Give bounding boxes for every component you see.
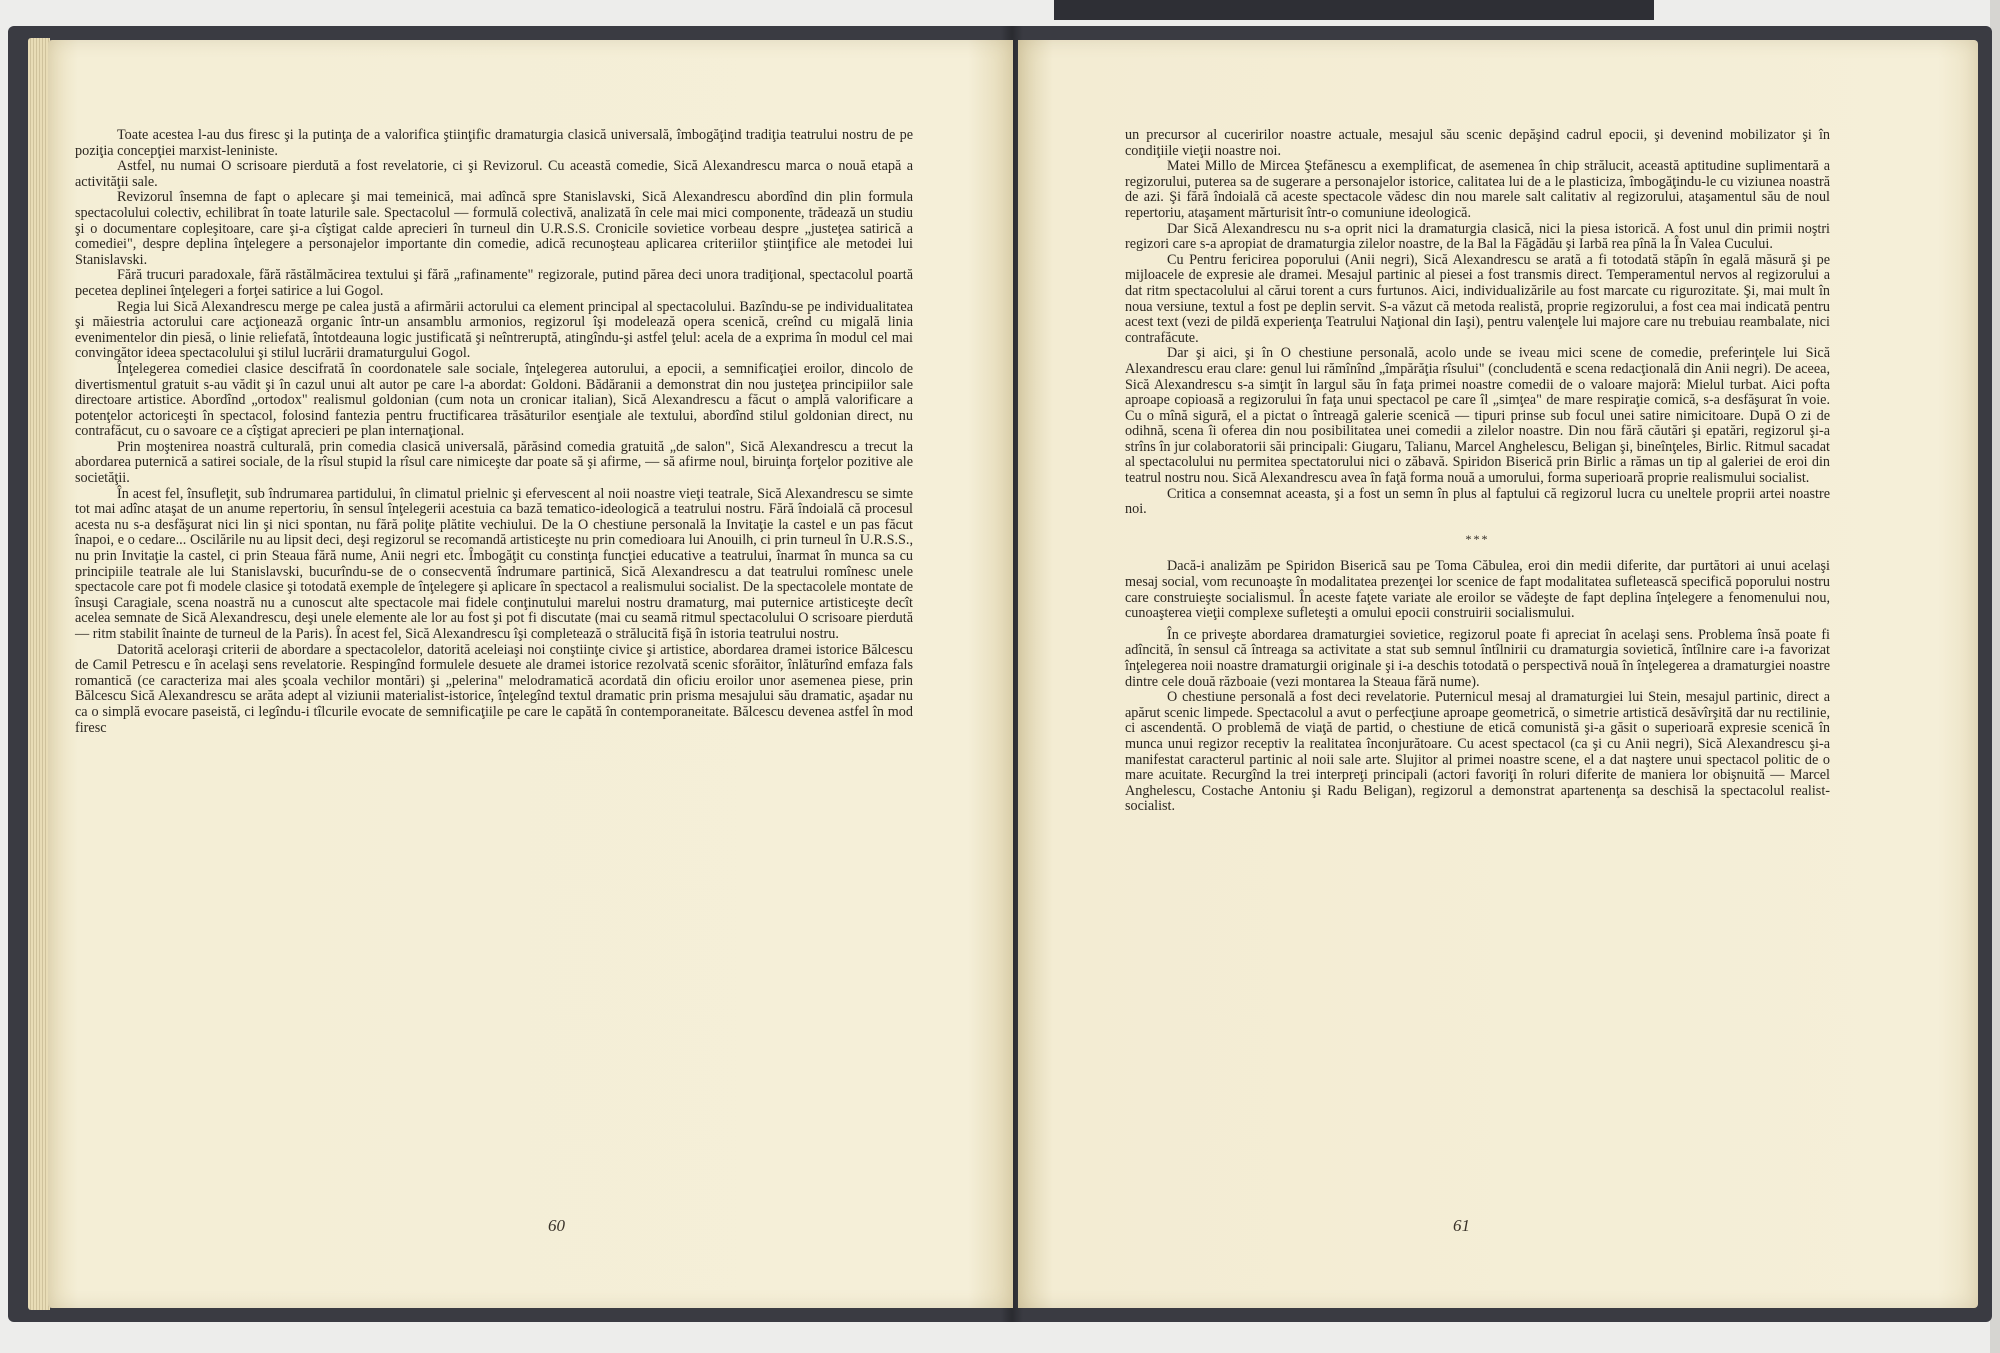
paragraph: Cu Pentru fericirea poporului (Anii negri), Sică Alexandrescu se arată a fi totodată stăpîn în egală măsură şi pe mijloacele de expresie ale dramei. Mesajul partinic al piesei a fost transmis direct. Temperamentul nervos al regizorului a dat ritm spectacolului al cărui torent a curs furtunos. Aici, individualizările au fost marcate cu rigurozitate. Şi, mai mult în noua versiune, textul a fost pe deplin servit. S-a văzut că metoda realistă, proprie regizorului, a fost cea mai indicată pentru acest text (vezi de pildă experienţa Teatrului Naţional din Iaşi), pentru valenţele lui majore care nu trebuiau reambalate, nici contrafăcute.	[1125, 251, 1830, 346]
paragraph: un precursor al cuceririlor noastre actuale, mesajul său scenic depăşind cadrul epocii, şi devenind mobilizator şi în condiţiile vieţii noastre noi.	[1125, 127, 1830, 159]
paragraph: Dar Sică Alexandrescu nu s-a oprit nici la dramaturgia clasică, nici la piesa istorică. A fost unul din primii noştri regizori care s-a apropiat de dramaturgia zilelor noastre, de la Bal la Făgădău şi Iarbă rea pînă la În Valea Cucului.	[1125, 220, 1830, 253]
paragraph: Critica a consemnat aceasta, şi a fost un semn în plus al faptului că regizorul lucra cu uneltele proprii artei noastre noi.	[1125, 485, 1830, 518]
paragraph: Revizorul însemna de fapt o aplecare şi mai temeinică, mai adîncă spre Stanislavski, Sică Alexandrescu abordînd din plin formula spectacolului colectiv, echilibrat în toate laturile sale. Spectacolul — formulă colectivă, analizată în cele mai mici componente, trădează un studiu şi o documentare copleşitoare, care şi-a cîştigat calde aprecieri în turneul din U.R.S.S. Cronicile sovietice vorbeau despre „justeţea satirică a comediei", despre deplina înţelegere a personajelor importante din comedie, adică recunoşteau aplicarea criteriilor ştiinţifice ale metodei lui Stanislavski.	[75, 189, 913, 268]
paragraph: În acest fel, însufleţit, sub îndrumarea partidului, în climatul prielnic şi efervescent al noii noastre vieţi teatrale, Sică Alexandrescu se simte tot mai adînc ataşat de un anume repertoriu, în sensul înţelegerii acestuia ca bază tematico-ideologică a teatrului nostru. Fără îndoială că procesul acesta nu s-a desfăşurat nici lin şi nici spontan, nu fără poliţe plătite vechiului. De la O chestiune personală la Invitaţie la castel e un pas făcut înapoi, e o cedare... Oscilările nu au lipsit deci, deşi regizorul se recomandă artisticeşte nu prin comedioara lui Anouilh, ci prin turneul în U.R.S.S., nu prin Invitaţie la castel, ci prin Steaua fără nume, Anii negri etc. Îmbogăţit cu constinţa funcţiei educative a teatrului, înarmat în munca sa cu principiile teatrale ale lui Stanislavski, bucurîndu-se de o consecventă îndrumare partinică, Sică Alexandrescu a dat teatrului romînesc unele spectacole care pot fi modele clasice şi totodată exemple de înţelegere şi aplicare în spectacol a realismului socialist. De la spectacolele montate de însuşi Caragiale, scena noastră nu a cunoscut alte spectacole mai fidele conţinutului marelui nostru dramaturg, mai puternice artisticeşte decît acelea semnate de Sică Alexandrescu, deşi unele elemente ale lor au fost şi pot fi discutate (mai cu seamă ritmul spectacolului O scrisoare pierdută — ritm stabilit înainte de turneul de la Paris). În acest fel, Sică Alexandrescu îşi completează o strălucită fişă în istoria teatrului nostru.	[75, 485, 913, 642]
page-edges	[28, 38, 50, 1310]
left-page-text	[75, 128, 913, 736]
page-number-left: 60	[548, 1216, 565, 1235]
paragraph: Datorită aceloraşi criterii de abordare a spectacolelor, datorită aceleiaşi noi conştiinţe civice şi artistice, abordarea dramei istorice Bălcescu de Camil Petrescu e în acelaşi sens revelatorie. Respingînd formulele desuete ale dramei istorice rezolvată scenic sforăitor, înlăturînd emfaza fals romantică (ce caracteriza mai ales şcoala vechilor montări) şi „pelerina" melodramatică acordată din oficiu eroilor unor asemenea piese, prin Bălcescu Sică Alexandrescu se arăta adept al viziunii materialist-istorice, înţelegînd textul dramatic prin prisma mesajului său dramatic, aşadar nu ca o simplă evocare paseistă, ci legîndu-i tîlcurile evocate de semnificaţiile pe care le capătă în contemporaneitate. Bălcescu devenea astfel în mod firesc	[75, 641, 913, 736]
paragraph: Dar şi aici, şi în O chestiune personală, acolo unde se iveau mici scene de comedie, preferinţele lui Sică Alexandrescu erau clare: genul lui rămînînd „împărăţia rîsului" (concludentă e scena redacţională din Anii negri). De aceea, Sică Alexandrescu s-a simţit în largul său în faţa primei noastre comedii de o valoare majoră: Mielul turbat. Aici pofta aproape copioasă a regizorului în faţa unui spectacol pe care îl „simţea" de mare respiraţie comică, s-a desfăşurat în voie. Cu o mînă sigură, el a pictat o întreagă galerie scenică — tipuri prinse sub focul unei satire nimicitoare. După O zi de odihnă, scena îi oferea din nou posibilitatea unei comedii a zilelor noastre. Din nou fără căutări şi epatări, regizorul şi-a strîns în jur colaboratorii săi principali: Giugaru, Talianu, Marcel Anghelescu, Beligan şi, bineînţeles, Birlic. Ritmul sacadat al spectacolului nu permitea spectatorului nici o zăbavă. Spiridon Biserică prin Birlic a rămas un tip al galeriei de eroi din teatrul nostru nou. Sică Alexandrescu avea în faţă forma nouă a umorului, forma superioară proprie realismului socialist.	[1125, 345, 1830, 487]
paragraph: Fără trucuri paradoxale, fără răstălmăcirea textului şi fără „rafinamente" regizorale, putind părea deci unora tradiţional, spectacolul poartă pecetea deplinei înţelegeri a forţei satirice a lui Gogol.	[75, 267, 913, 299]
paragraph: Înţelegerea comediei clasice descifrată în coordonatele sale sociale, înţelegerea autorului, a epocii, a semnificaţiei eroilor, dincolo de divertismentul gratuit s-au vădit şi în cazul unui alt autor pe care l-a abordat: Goldoni. Bădăranii a demonstrat din nou justeţea principiilor sale directoare artistice. Abordînd „ortodox" realismul goldonian (cum nota un cronicar italian), Sică Alexandrescu a făcut o amplă valorificare a potenţelor actoriceşti în spectacol, folosind fantezia pentru fructificarea trăsăturilor esenţiale ale textului, abordînd stilul goldonian direct, nu contrafăcut, cu o savoare ce a cîştigat aprecieri pe plan internaţional.	[75, 360, 913, 440]
background-strip	[1054, 0, 1654, 20]
paragraph: Dacă-i analizăm pe Spiridon Biserică sau pe Toma Căbulea, eroi din medii diferite, dar purtători ai unui acelaşi mesaj social, vom recunoaşte în modalitatea prezenţei lor scenice de fapt modalitatea sufletească specifică poporului nostru care construieşte socialismul. În aceste faţete variate ale eroilor se vădeşte de fapt deplina înţelegere a fenomenului nou, cunoaşterea vieţii complexe sufleteşti a omului epocii construirii socialismului.	[1125, 558, 1830, 622]
paragraph: Regia lui Sică Alexandrescu merge pe calea justă a afirmării actorului ca element principal al spectacolului. Bazîndu-se pe individualitatea şi măiestria actorului care acţionează organic într-un ansamblu armonios, regizorul îşi modelează opera scenică, creînd cu migală linia evenimentelor din piesă, o linie reliefată, întotdeauna logic justificată şi neîntreruptă, atingîndu-şi astfel ţelul: acela de a exprima în modul cel mai convingător ideea spectacolului şi stilul lucrării dramaturgului Gogol.	[75, 298, 913, 362]
paragraph: O chestiune personală a fost deci revelatorie. Puternicul mesaj al dramaturgiei lui Stein, mesajul partinic, direct a apărut scenic limpede. Spectacolul a avut o perfecţiune aproape geometrică, o simetrie artistică desăvîrşită dar nu rectilinie, ci ascendentă. O problemă de viaţă de partid, o chestiune de etică comunistă şi-a găsit o superioară expresie scenică în munca unui regizor receptiv la realitatea înconjurătoare. Cu acest spectacol (ca şi cu Anii negri), Sică Alexandrescu şi-a manifestat caracterul partinic al noii sale arte. Slujitor al primei noastre scene, el a dat naştere unui spectacol politic de o mare acuitate. Recurgînd la trei interpreţi principali (actori favoriţi în roluri diferite de maniera lor obişnuită — Marcel Anghelescu, Costache Antoniu şi Radu Beligan), regizorul a demonstrat apartenenţa sa deschisă la spectacolul realist-socialist.	[1125, 689, 1830, 815]
paragraph: În ce priveşte abordarea dramaturgiei sovietice, regizorul poate fi apreciat în acelaşi sens. Problema însă poate fi adîncită, în sensul că întreaga sa activitate a stat sub semnul întîlnirii cu dramaturgia sovietică, întîlnire care i-a favorizat înţelegerea noii noastre dramaturgii originale şi i-a deschis totodată o perspectivă nouă în înţelegerea a dramaturgiei noastre dintre cele două războaie (vezi montarea la Steaua fără nume).	[1125, 626, 1830, 690]
paragraph: Prin moştenirea noastră culturală, prin comedia clasică universală, părăsind comedia gratuită „de salon", Sică Alexandrescu a trecut la abordarea puternică a satirei sociale, de la rîsul stupid la rîsul care nimiceşte dar poate să şi afirme, — să afirme noul, biruinţa forţelor pozitive ale societăţii.	[75, 438, 913, 487]
right-page-text	[1125, 128, 1830, 815]
paragraph: Toate acestea l-au dus firesc şi la putinţa de a valorifica ştiinţific dramaturgia clasică universală, îmbogăţind tradiţia teatrului nostru de pe poziţia concepţiei marxist-leniniste.	[75, 127, 913, 159]
section-separator: ***	[1465, 531, 1490, 546]
paragraph: Matei Millo de Mircea Ştefănescu a exemplificat, de asemenea în chip strălucit, această aptitudine suplimentară a regizorului, puterea sa de sugerare a personajelor istorice, calitatea lui de a le plasticiza, îmbogăţindu-le cu viziunea noastră de azi. Şi fără îndoială că aceste spectacole vădesc din nou marele salt calitativ al regizorului, ataşamentul său de noul repertoriu, ataşament mărturisit într-o comuniune ideologică.	[1125, 158, 1830, 221]
page-number-right: 61	[1453, 1216, 1470, 1235]
paragraph: Astfel, nu numai O scrisoare pierdută a fost revelatorie, ci şi Revizorul. Cu această comedie, Sică Alexandrescu marca o nouă etapă a activităţii sale.	[75, 158, 913, 190]
